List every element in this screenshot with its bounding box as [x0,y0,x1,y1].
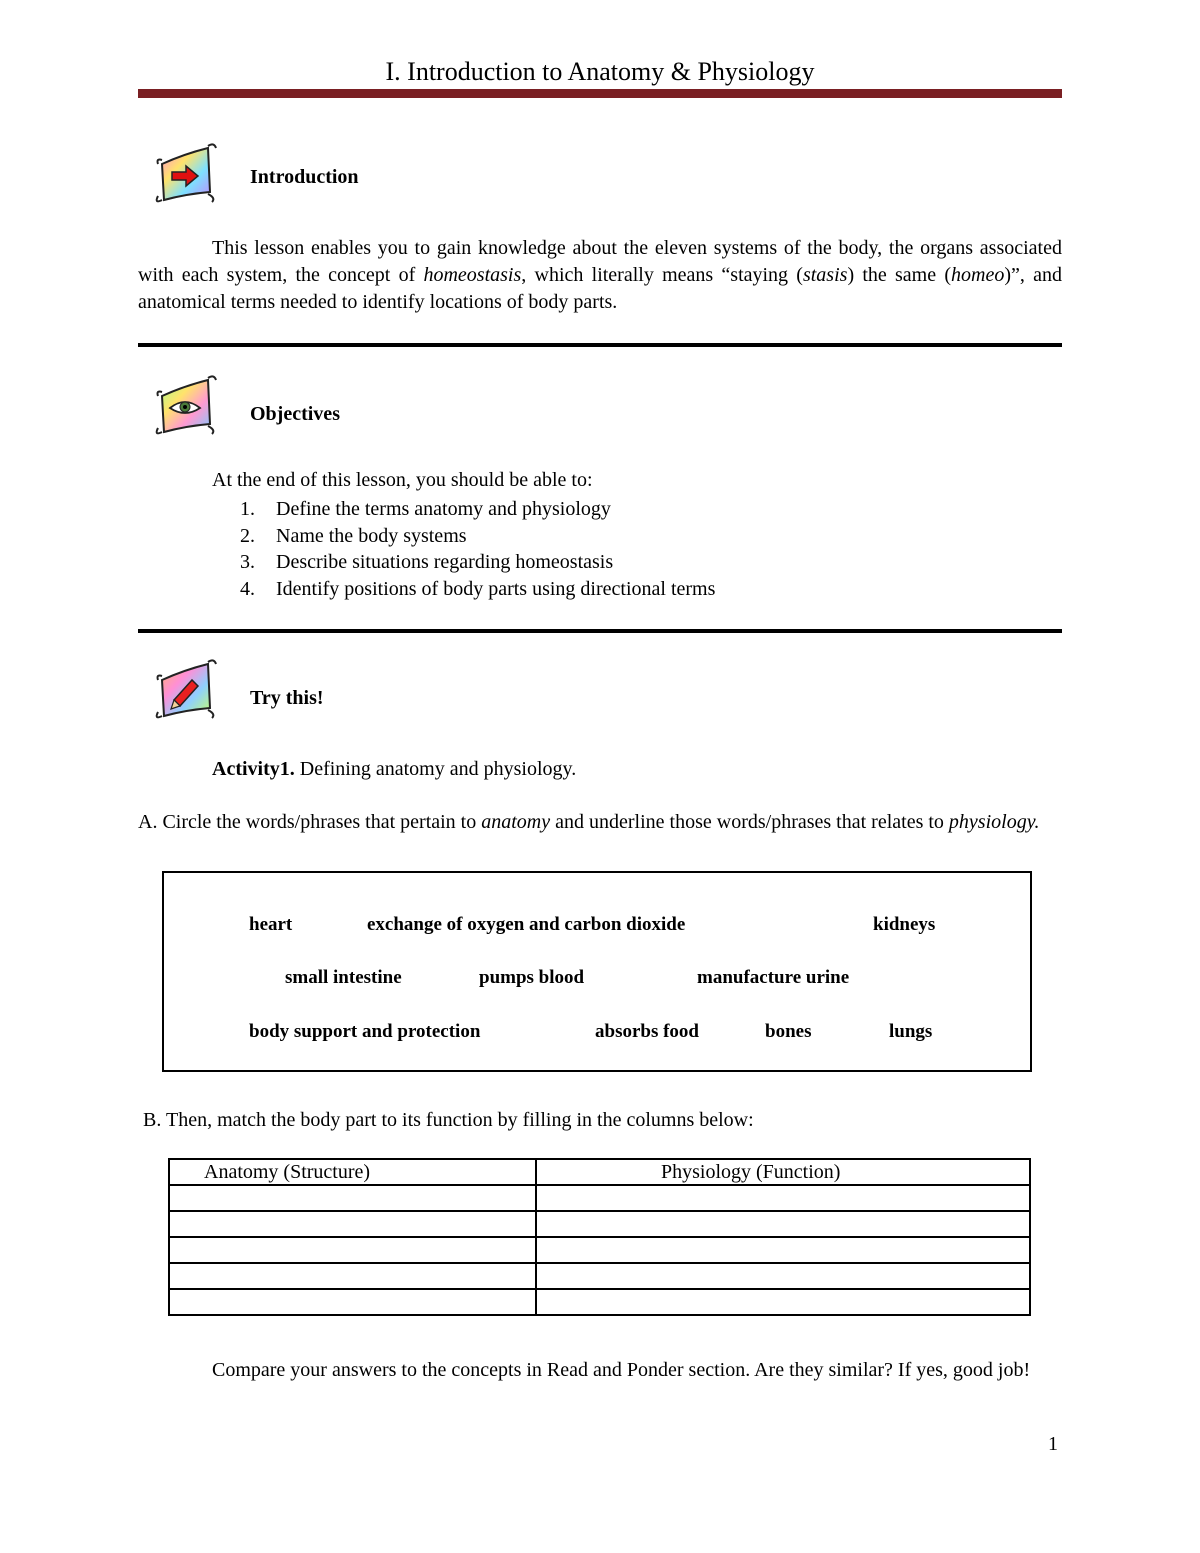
pencil-poster-icon [150,658,222,722]
word-pumps-blood[interactable]: pumps blood [479,967,585,988]
physiology-cell[interactable] [536,1185,1030,1211]
table-row [169,1263,1030,1289]
introduction-title: Introduction [250,166,359,188]
anatomy-cell[interactable] [169,1237,536,1263]
objectives-title: Objectives [250,403,340,425]
table-row [169,1237,1030,1263]
list-item: 3. Describe situations regarding homeostasis [240,551,614,574]
part-b-instructions: B. Then, match the body part to its function by filling in the columns below: [143,1109,754,1131]
word-bones[interactable]: bones [765,1021,812,1042]
arrow-poster-icon [150,142,222,206]
word-heart[interactable]: heart [249,914,293,935]
activity-heading: Activity1. Defining anatomy and physiology. [212,758,577,780]
word-absorbs-food[interactable]: absorbs food [595,1021,699,1042]
word-lungs[interactable]: lungs [889,1021,933,1042]
word-bank-box [162,871,1032,1072]
eye-poster-icon [150,374,222,438]
anatomy-cell[interactable] [169,1185,536,1211]
header-rule [138,89,1062,98]
physiology-cell[interactable] [536,1211,1030,1237]
word-body-support[interactable]: body support and protection [249,1021,481,1042]
physiology-cell[interactable] [536,1237,1030,1263]
physiology-cell[interactable] [536,1289,1030,1315]
list-item: 4. Identify positions of body parts using directional terms [240,578,716,601]
word-kidneys[interactable]: kidneys [873,914,936,935]
part-a-instructions: A. Circle the words/phrases that pertain to anatomy and underline those words/phrases that relates to physiology. [138,811,1040,833]
word-small-intestine[interactable]: small intestine [285,967,402,988]
table-header-row [169,1159,1030,1185]
objectives-lead: At the end of this lesson, you should be able to: [212,469,593,491]
header-anatomy: Anatomy (Structure) [169,1159,536,1185]
compare-paragraph: Compare your answers to the concepts in Read and Ponder section. Are they similar? If yes, good job! [212,1359,1031,1381]
table-row [169,1289,1030,1315]
introduction-paragraph: This lesson enables you to gain knowledge about the eleven systems of the body, the organs associated with each system, the concept of homeostasis, which literally means “staying (stasis) the same (homeo)”, and anatomical terms needed to identify locations of body parts. [138,237,1062,313]
word-exchange-of-oxygen[interactable]: exchange of oxygen and carbon dioxide [367,914,686,935]
try-this-title: Try this! [250,687,324,709]
objectives-list [240,496,715,603]
header-physiology: Physiology (Function) [536,1159,1030,1185]
section-divider [138,629,1062,633]
list-item: 1. Define the terms anatomy and physiology [240,498,611,520]
anatomy-cell[interactable] [169,1289,536,1315]
word-manufacture-urine[interactable]: manufacture urine [697,967,850,988]
anatomy-cell[interactable] [169,1211,536,1237]
matching-table [168,1158,1031,1316]
physiology-cell[interactable] [536,1263,1030,1289]
page-header-title: I. Introduction to Anatomy & Physiology [385,57,815,86]
anatomy-cell[interactable] [169,1263,536,1289]
list-item: 2. Name the body systems [240,524,467,547]
page-number: 1 [1048,1433,1058,1455]
table-row [169,1211,1030,1237]
section-divider [138,343,1062,347]
table-row [169,1185,1030,1211]
